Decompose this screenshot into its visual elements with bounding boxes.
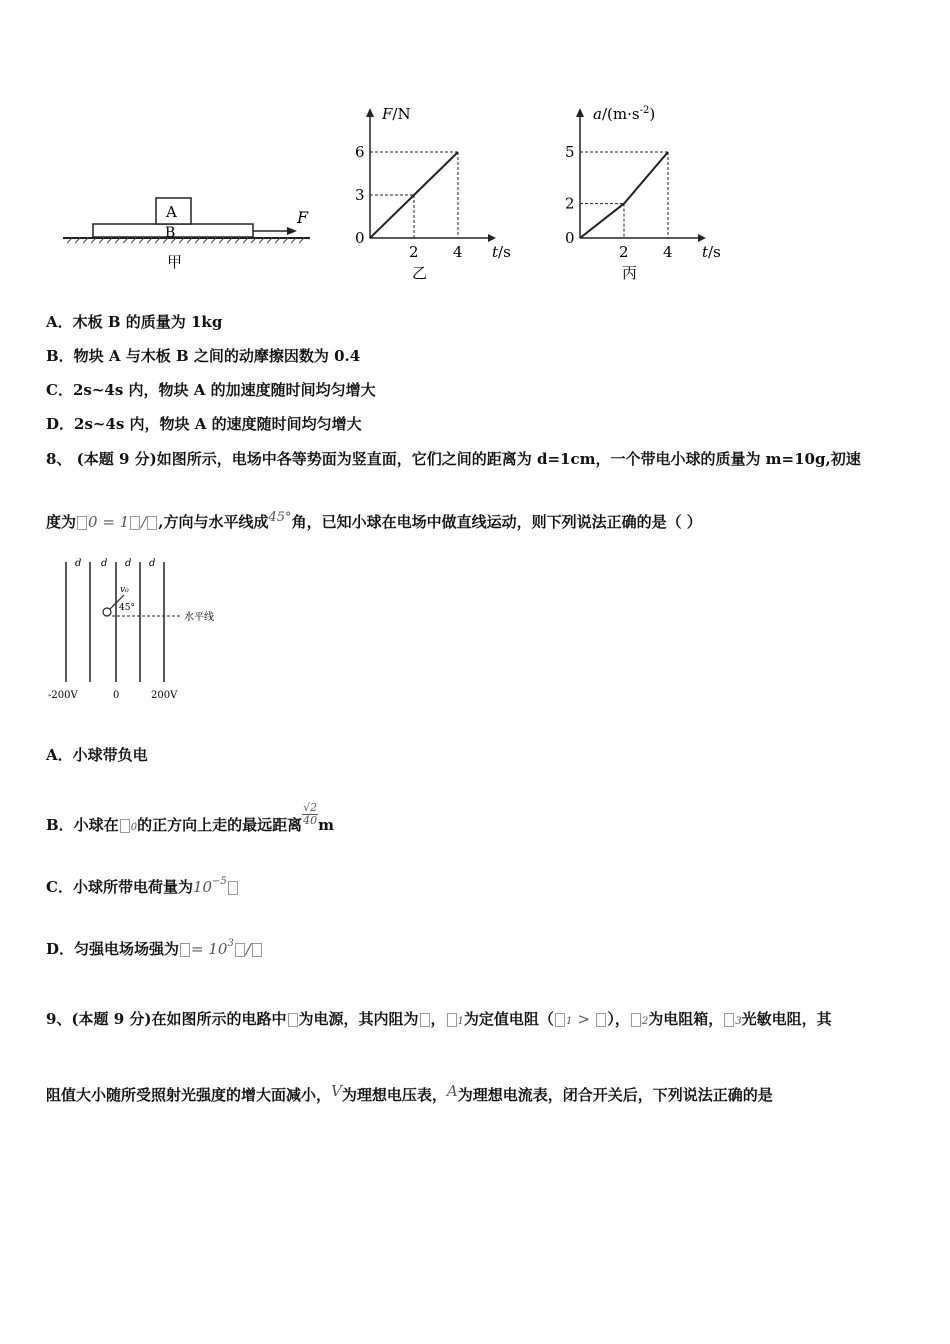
placeholder-icon <box>77 516 87 530</box>
placeholder-icon <box>447 1013 457 1027</box>
block-a-label: A <box>166 203 177 221</box>
x-tick-label: 2 <box>619 243 629 261</box>
q8-b-sub: 0 <box>130 822 138 833</box>
y-tick-label: 2 <box>565 194 575 213</box>
q7-option-c: C．2s~4s 内，物块 A 的加速度随时间均匀增大 <box>46 381 376 399</box>
figure-jia-caption: 甲 <box>167 253 183 271</box>
y-tick-label: 3 <box>355 186 365 204</box>
q8-d-value: = 10 <box>191 940 228 958</box>
placeholder-icon <box>228 881 238 895</box>
y-axis-arrow <box>366 108 374 117</box>
potential-label: 0 <box>113 690 120 701</box>
q9-text-f: 光敏电阻，其 <box>741 1010 832 1028</box>
charged-ball <box>103 608 111 616</box>
figure-bing-chart <box>545 95 745 285</box>
q8-c-value: 10 <box>192 878 213 896</box>
placeholder-icon <box>180 943 190 957</box>
placeholder-icon <box>596 1013 606 1027</box>
q7-option-d: D．2s~4s 内，物块 A 的速度随时间均匀增大 <box>46 415 362 433</box>
x-tick-label: 4 <box>453 243 463 261</box>
q7-option-a: A．木板 B 的质量为 1kg <box>46 313 223 331</box>
y-axis-label: F/N <box>382 105 411 123</box>
q8-b-unit: m <box>318 816 334 834</box>
potential-label: 200V <box>151 690 178 701</box>
q8-option-c <box>46 876 239 897</box>
x-axis-arrow <box>698 234 706 242</box>
block-b-label: B <box>165 225 176 241</box>
x-axis-arrow <box>488 234 496 242</box>
y-tick-label: 6 <box>355 143 365 161</box>
d-label: d <box>149 558 156 569</box>
horizontal-label: 水平线 <box>184 612 214 623</box>
placeholder-icon <box>724 1013 734 1027</box>
q8-stem-line2: 度为 0 = 1 / ,方向与水平线成45°角，已知小球在电场中做直线运动，则下列说法正确的是（ ） <box>46 510 702 531</box>
x-axis-label: t/s <box>702 243 721 261</box>
voltmeter-symbol: V <box>331 1082 342 1100</box>
v0-label: v₀ <box>120 585 129 595</box>
placeholder-icon <box>288 1013 298 1027</box>
q8-v0-formula: 0 = 1 <box>88 513 130 531</box>
q9-text-2c: 为理想电流表，闭合开关后，下列说法正确的是 <box>457 1086 773 1104</box>
q9-stem-line1: 9、(本题 9 分)在如图所示的电路中 为电源，其内阻为 ， 1为定值电阻（ 1 > ）， 2为电阻箱， 3光敏电阻，其 <box>46 1010 832 1028</box>
y-tick-label: 5 <box>565 143 575 161</box>
d-label: d <box>125 558 132 569</box>
q8-b-text2: 的正方向上走的最远距离 <box>137 816 303 834</box>
q9-text-b: 为电源，其内阻为 <box>298 1010 419 1028</box>
q8-d-exp: 3 <box>227 938 234 949</box>
placeholder-icon <box>252 943 262 957</box>
origin-label: 0 <box>355 229 365 247</box>
placeholder-icon <box>420 1013 430 1027</box>
q9-sub: 2 <box>641 1016 649 1027</box>
q9-sub: 3 <box>735 1016 742 1027</box>
q9-sub: 1 <box>565 1016 573 1027</box>
q9-text-2b: 为理想电压表， <box>341 1086 447 1104</box>
origin-label: 0 <box>565 229 575 247</box>
q8-option-a: A．小球带负电 <box>46 746 148 764</box>
q7-option-b: B．物块 A 与木板 B 之间的动摩擦因数为 0.4 <box>46 347 361 365</box>
q8-d-text: D．匀强电场场强为 <box>46 940 180 958</box>
q8-text-a: 度为 <box>46 513 77 531</box>
q9-text-a: 9、(本题 9 分)在如图所示的电路中 <box>46 1010 287 1028</box>
q8-angle: 45° <box>268 510 292 525</box>
x-axis-label: t/s <box>492 243 511 261</box>
potential-label: -200V <box>48 690 78 701</box>
q8-stem-line1: 8、 (本题 9 分)如图所示，电场中各等势面为竖直面，它们之间的距离为 d=1cm，一个带电小球的质量为 m=10g,初速 <box>46 450 861 468</box>
q9-text-e: 为电阻箱， <box>648 1010 724 1028</box>
figure-caption: 乙 <box>412 264 428 282</box>
q9-text-2a: 阻值大小随所受照射光强度的增大面减小， <box>46 1086 332 1104</box>
x-tick-label: 4 <box>663 243 673 261</box>
q8-text-c: 角，已知小球在电场中做直线运动，则下列说法正确的是（ ） <box>291 513 702 531</box>
q9-sub: 1 <box>457 1016 464 1027</box>
placeholder-icon <box>120 819 130 833</box>
q8-text-b: ,方向与水平线成 <box>158 513 269 531</box>
q8-c-exp: −5 <box>212 876 227 887</box>
figure-yi-chart <box>335 95 535 285</box>
q8-option-d: D．匀强电场场强为 = $10^3$ / <box>46 938 263 959</box>
placeholder-icon <box>631 1013 641 1027</box>
placeholder-icon <box>235 943 245 957</box>
q8-b-text: B．小球在 <box>46 816 119 834</box>
q9-text-d: ）， <box>607 1010 630 1028</box>
q8-option-b <box>46 802 334 835</box>
q8-c-text: C．小球所带电荷量为 <box>46 878 193 896</box>
figure-jia <box>55 190 320 280</box>
placeholder-icon <box>555 1013 565 1027</box>
q8-b-fraction: $\frac{√2}{40}$ <box>303 801 318 827</box>
figure-caption: 丙 <box>622 264 638 282</box>
x-tick-label: 2 <box>409 243 419 261</box>
y-axis-label: $a/(m\cdot s^{-2})$ <box>593 105 656 123</box>
force-label: F <box>297 208 309 227</box>
q8-field-figure <box>44 552 234 707</box>
q9-text-c: 为定值电阻（ <box>463 1010 554 1028</box>
d-label: d <box>75 558 82 569</box>
q9-gt: > <box>577 1010 591 1028</box>
angle-label: 45° <box>119 603 135 613</box>
ammeter-symbol: A <box>446 1082 458 1100</box>
q9-stem-line2 <box>46 1082 773 1105</box>
y-axis-arrow <box>576 108 584 117</box>
placeholder-icon <box>130 516 140 530</box>
placeholder-icon <box>147 516 157 530</box>
d-label: d <box>101 558 108 569</box>
